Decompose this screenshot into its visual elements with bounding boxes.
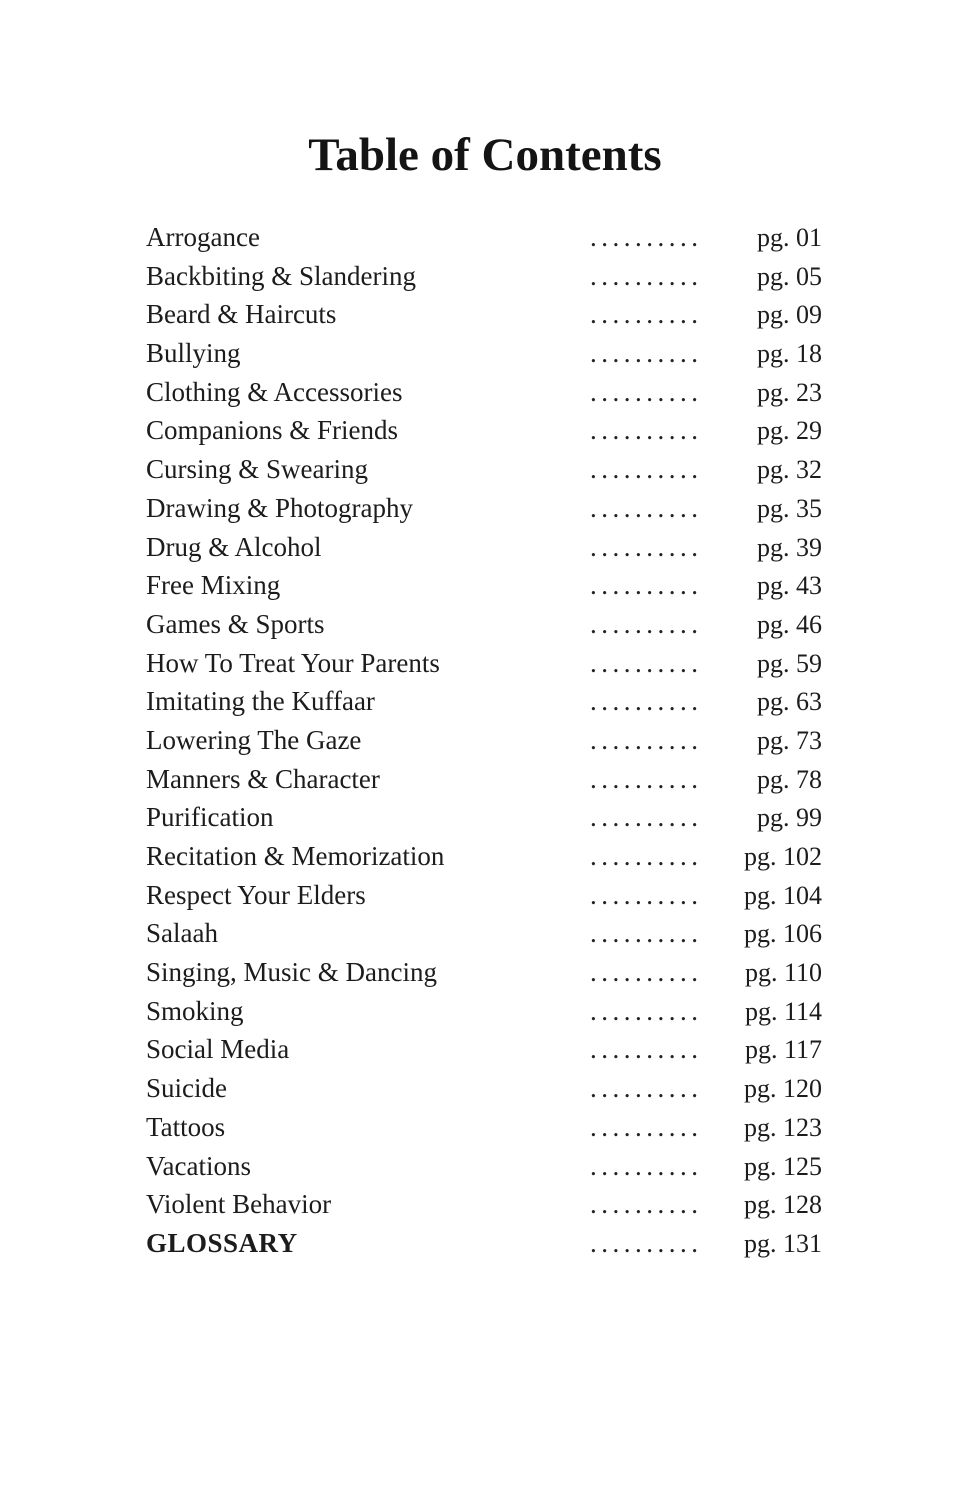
page-number: pg. 23	[757, 377, 822, 407]
toc-row	[146, 953, 822, 992]
toc-row	[146, 876, 822, 915]
page-number: pg. 102	[744, 842, 822, 871]
toc-entry-label: Companions & Friends	[146, 415, 399, 446]
toc-row	[146, 914, 822, 953]
toc-entry-label: Recitation & Memorization	[146, 841, 445, 871]
page-number: pg. 09	[757, 300, 822, 330]
toc-entry-label: Suicide	[146, 1073, 227, 1104]
page-number: pg. 35	[757, 493, 822, 523]
page-number: pg. 131	[744, 1228, 822, 1258]
toc-entry-label: Drawing & Photography	[146, 492, 413, 523]
page-number: pg. 110	[744, 958, 822, 988]
toc-entry-label: Imitating the Kuffaar	[146, 686, 375, 717]
dot-leader: ..........	[590, 763, 703, 794]
dot-leader: ..........	[590, 608, 703, 639]
page-number: pg. 106	[744, 919, 822, 949]
toc-entry-label: Salaah	[146, 918, 218, 949]
toc-entry-label: Respect Your Elders	[146, 879, 366, 910]
toc-entry-label: GLOSSARY	[146, 1227, 298, 1258]
dot-leader: ..........	[590, 570, 703, 601]
page-number: pg. 99	[757, 803, 822, 833]
toc-row	[146, 837, 822, 876]
dot-leader: ..........	[590, 918, 703, 949]
page-number: pg. 120	[744, 1074, 822, 1104]
toc-row	[146, 1224, 822, 1263]
toc-entry-label: Backbiting & Slandering	[146, 260, 416, 291]
dot-leader: ..........	[590, 299, 703, 330]
toc-row	[146, 489, 822, 528]
toc-entry-label: Social Media	[146, 1034, 290, 1065]
page-number: pg. 39	[757, 532, 822, 562]
dot-leader: ..........	[590, 686, 703, 717]
toc-row	[146, 334, 822, 373]
dot-leader: ..........	[590, 222, 703, 252]
toc-entry-label: Smoking	[146, 995, 244, 1026]
dot-leader: ..........	[590, 1189, 703, 1220]
page-number: pg. 78	[757, 764, 822, 794]
page-number: pg. 104	[744, 880, 822, 910]
dot-leader: ..........	[590, 802, 703, 833]
dot-leader: ..........	[590, 724, 703, 755]
page-number: pg. 125	[744, 1151, 822, 1181]
dot-leader: ..........	[590, 995, 703, 1026]
dot-leader: ..........	[590, 415, 703, 446]
dot-leader: ..........	[590, 1073, 703, 1104]
page-number: pg. 117	[744, 1035, 822, 1065]
toc-entry-label: Bullying	[146, 338, 241, 369]
toc-entry-label: Singing, Music & Dancing	[146, 957, 437, 988]
page-number: pg. 63	[757, 687, 822, 717]
toc-entry-label: Beard & Haircuts	[146, 299, 337, 330]
dot-leader: ..........	[590, 492, 703, 523]
toc-row	[146, 566, 822, 605]
toc-entry-label: Vacations	[146, 1150, 251, 1181]
page-number: pg. 43	[757, 571, 822, 601]
toc-entry-label: Cursing & Swearing	[146, 454, 368, 485]
toc-row	[146, 295, 822, 334]
toc-row	[146, 1069, 822, 1108]
toc-entry-label: Purification	[146, 802, 274, 833]
dot-leader: ..........	[590, 1111, 703, 1142]
page-number: pg. 29	[757, 416, 822, 446]
dot-leader: ..........	[590, 1150, 703, 1181]
page-number: pg. 123	[744, 1112, 822, 1142]
page-number: pg. 18	[757, 339, 822, 369]
page-number: pg. 46	[757, 609, 822, 639]
toc-row	[146, 605, 822, 644]
toc-row	[146, 411, 822, 450]
toc-row	[146, 1030, 822, 1069]
toc-entry-label: Clothing & Accessories	[146, 376, 403, 407]
toc-entry-label: Violent Behavior	[146, 1189, 332, 1220]
toc-entry-label: Drug & Alcohol	[146, 531, 322, 562]
toc-row	[146, 218, 822, 257]
toc-row	[146, 257, 822, 296]
dot-leader: ..........	[590, 1227, 703, 1258]
page-number: pg. 73	[757, 725, 822, 755]
dot-leader: ..........	[590, 531, 703, 562]
toc-row	[146, 644, 822, 683]
dot-leader: ..........	[590, 1034, 703, 1065]
toc-entry-label: How To Treat Your Parents	[146, 647, 440, 678]
toc-row	[146, 798, 822, 837]
page-title: Table of Contents	[308, 129, 662, 181]
dot-leader: ..........	[590, 376, 703, 407]
toc-row	[146, 1185, 822, 1224]
page-number: pg. 32	[757, 455, 822, 485]
dot-leader: ..........	[590, 454, 703, 485]
toc-row	[146, 1147, 822, 1186]
dot-leader: ..........	[590, 647, 703, 678]
toc-entry-label: Tattoos	[146, 1111, 226, 1142]
page-number: pg. 128	[744, 1190, 822, 1220]
toc-row	[146, 1108, 822, 1147]
page-number: pg. 05	[757, 261, 822, 291]
dot-leader: ..........	[590, 879, 703, 910]
dot-leader: ..........	[590, 260, 703, 291]
toc-row	[146, 373, 822, 412]
toc-entry-label: Lowering The Gaze	[146, 724, 362, 755]
toc-row	[146, 528, 822, 567]
page-number: pg. 01	[757, 223, 822, 252]
toc-entry-label: Games & Sports	[146, 608, 325, 639]
toc-row	[146, 450, 822, 489]
toc-entry-label: Arrogance	[146, 222, 260, 252]
toc-entry-label: Free Mixing	[146, 570, 281, 601]
toc-row	[146, 721, 822, 760]
toc-row	[146, 682, 822, 721]
toc-list	[146, 218, 822, 1263]
dot-leader: ..........	[590, 957, 703, 988]
toc-row	[146, 760, 822, 799]
page-number: pg. 114	[744, 996, 822, 1026]
toc-entry-label: Manners & Character	[146, 763, 380, 794]
page-number: pg. 59	[757, 648, 822, 678]
toc-row	[146, 992, 822, 1031]
dot-leader: ..........	[590, 338, 703, 369]
dot-leader: ..........	[590, 841, 703, 871]
